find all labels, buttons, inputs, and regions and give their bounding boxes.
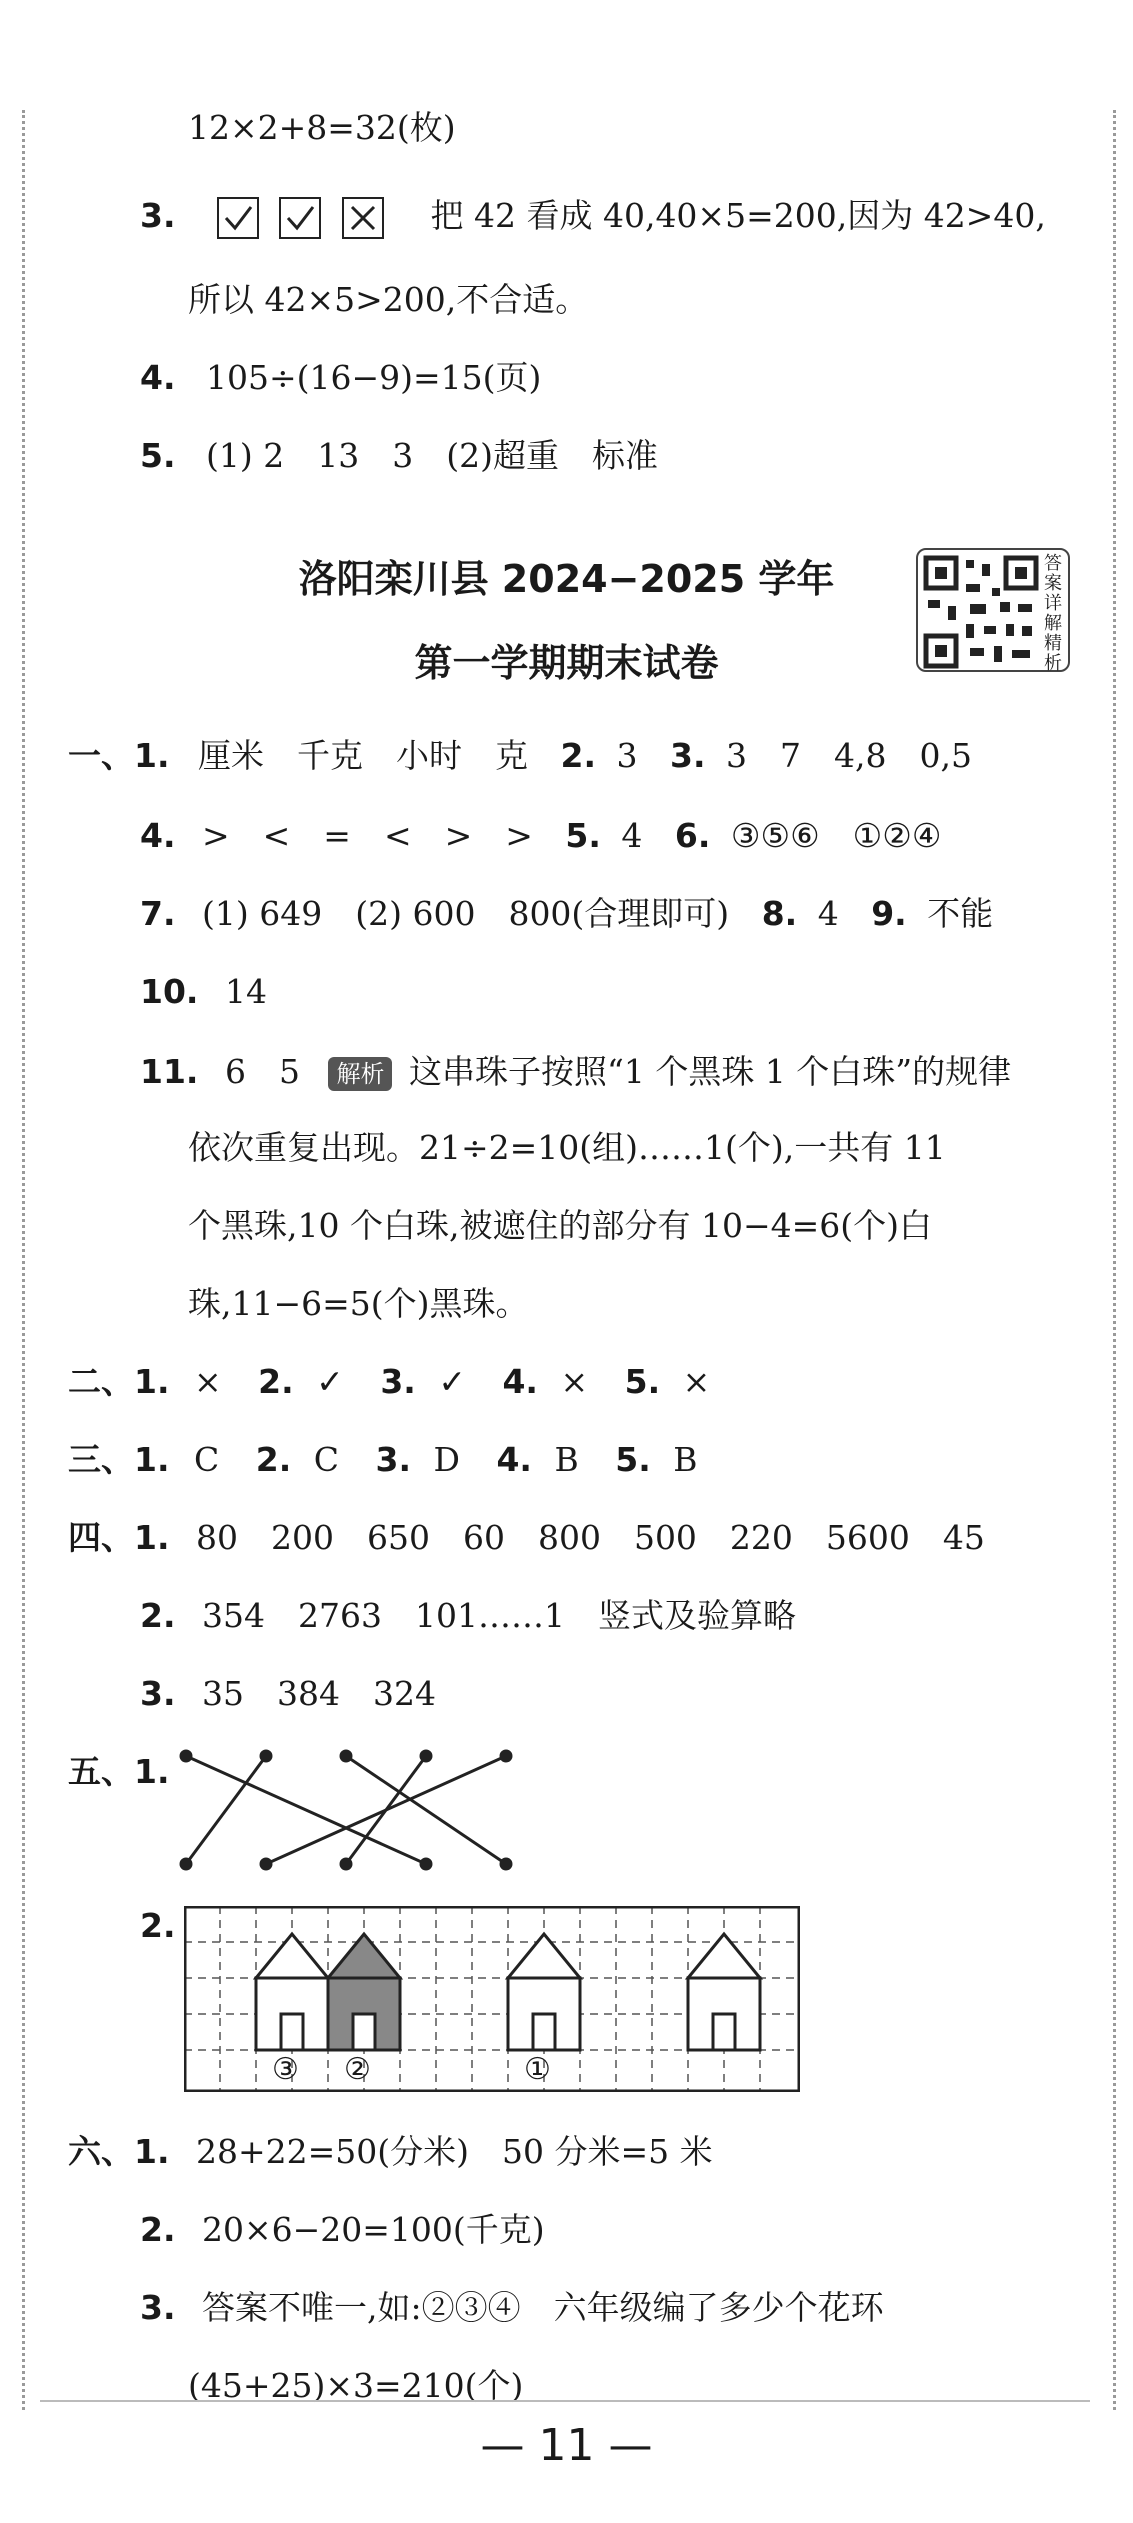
exam-title: 洛阳栾川县 2024−2025 学年 [298, 557, 835, 601]
house-shape-2 [328, 1934, 400, 2050]
page-number: — 11 — [480, 2420, 653, 2471]
p6-line3-cont: (45+25)×3=210(个) [188, 2366, 524, 2405]
p2-line: 二、1. × 2. ✓ 3. ✓ 4. × 5. × [68, 1362, 711, 1401]
qr-label: 答案详解精析 [1044, 553, 1062, 674]
left-binding-edge [22, 110, 25, 2410]
house-shape-1 [508, 1934, 580, 2050]
house-label-2: ② [344, 2052, 371, 2087]
p1-line4: 10. 14 [140, 972, 267, 1011]
p5-line2-label: 2. [140, 1906, 176, 1945]
p3-line: 三、1. C 2. C 3. D 4. B 5. B [68, 1440, 698, 1479]
p4-line1: 四、1. 80 200 650 60 800 500 220 5600 45 [68, 1518, 985, 1557]
prev-answer-line: 12×2+8=32(枚) [188, 108, 456, 147]
prev-q3-line [140, 196, 1046, 239]
p6-line3: 3. 答案不唯一,如:②③④ 六年级编了多少个花环 [140, 2288, 884, 2327]
check-box-1 [217, 197, 259, 239]
house-label-1: ① [524, 2052, 551, 2087]
check-box-2 [279, 197, 321, 239]
exam-subtitle: 第一学期期末试卷 [414, 641, 719, 685]
prev-q4-line: 4. 105÷(16−9)=15(页) [140, 358, 542, 397]
p4-line3: 3. 35 384 324 [140, 1674, 436, 1713]
cross-box-3 [342, 197, 384, 239]
p1-q11-l4: 珠,11−6=5(个)黑珠。 [188, 1284, 529, 1323]
house-shape-plain [688, 1934, 760, 2050]
p6-line2: 2. 20×6−20=100(千克) [140, 2210, 545, 2249]
prev-q5-line: 5. (1) 2 13 3 (2)超重 标准 [140, 436, 658, 475]
p6-line1: 六、1. 28+22=50(分米) 50 分米=5 米 [68, 2132, 713, 2171]
house-shape-3 [256, 1934, 328, 2050]
right-binding-edge [1113, 110, 1116, 2410]
analysis-badge: 解析 [328, 1057, 392, 1091]
matching-lines-diagram [176, 1744, 516, 1884]
p4-line2: 2. 354 2763 101……1 竖式及验算略 [140, 1596, 796, 1635]
p5-line1-label: 五、1. [68, 1752, 170, 1791]
q3-number: 3. [140, 196, 176, 235]
p1-q11-l2: 依次重复出现。21÷2=10(组)……1(个),一共有 11 [188, 1128, 946, 1167]
footer-divider [40, 2400, 1090, 2402]
p1-line2: 4. > < = < > > 5. 4 6. ③⑤⑥ ①②④ [140, 816, 942, 855]
q3-explanation: 把 42 看成 40,40×5=200,因为 42>40, [430, 196, 1046, 235]
p1-line1: 一、1. 厘米 千克 小时 克 2. 3 3. 3 7 4,8 0,5 [68, 736, 972, 775]
house-label-3: ③ [272, 2052, 299, 2087]
p1-q11-l3: 个黑珠,10 个白珠,被遮住的部分有 10−4=6(个)白 [188, 1206, 932, 1245]
p1-line3: 7. (1) 649 (2) 600 800(合理即可) 8. 4 9. 不能 [140, 894, 994, 933]
q3-explanation-cont: 所以 42×5>200,不合适。 [188, 280, 589, 319]
qr-code-icon [916, 548, 1070, 672]
p1-line5: 11. 6 5 解析 这串珠子按照“1 个黑珠 1 个白珠”的规律 [140, 1052, 1012, 1091]
